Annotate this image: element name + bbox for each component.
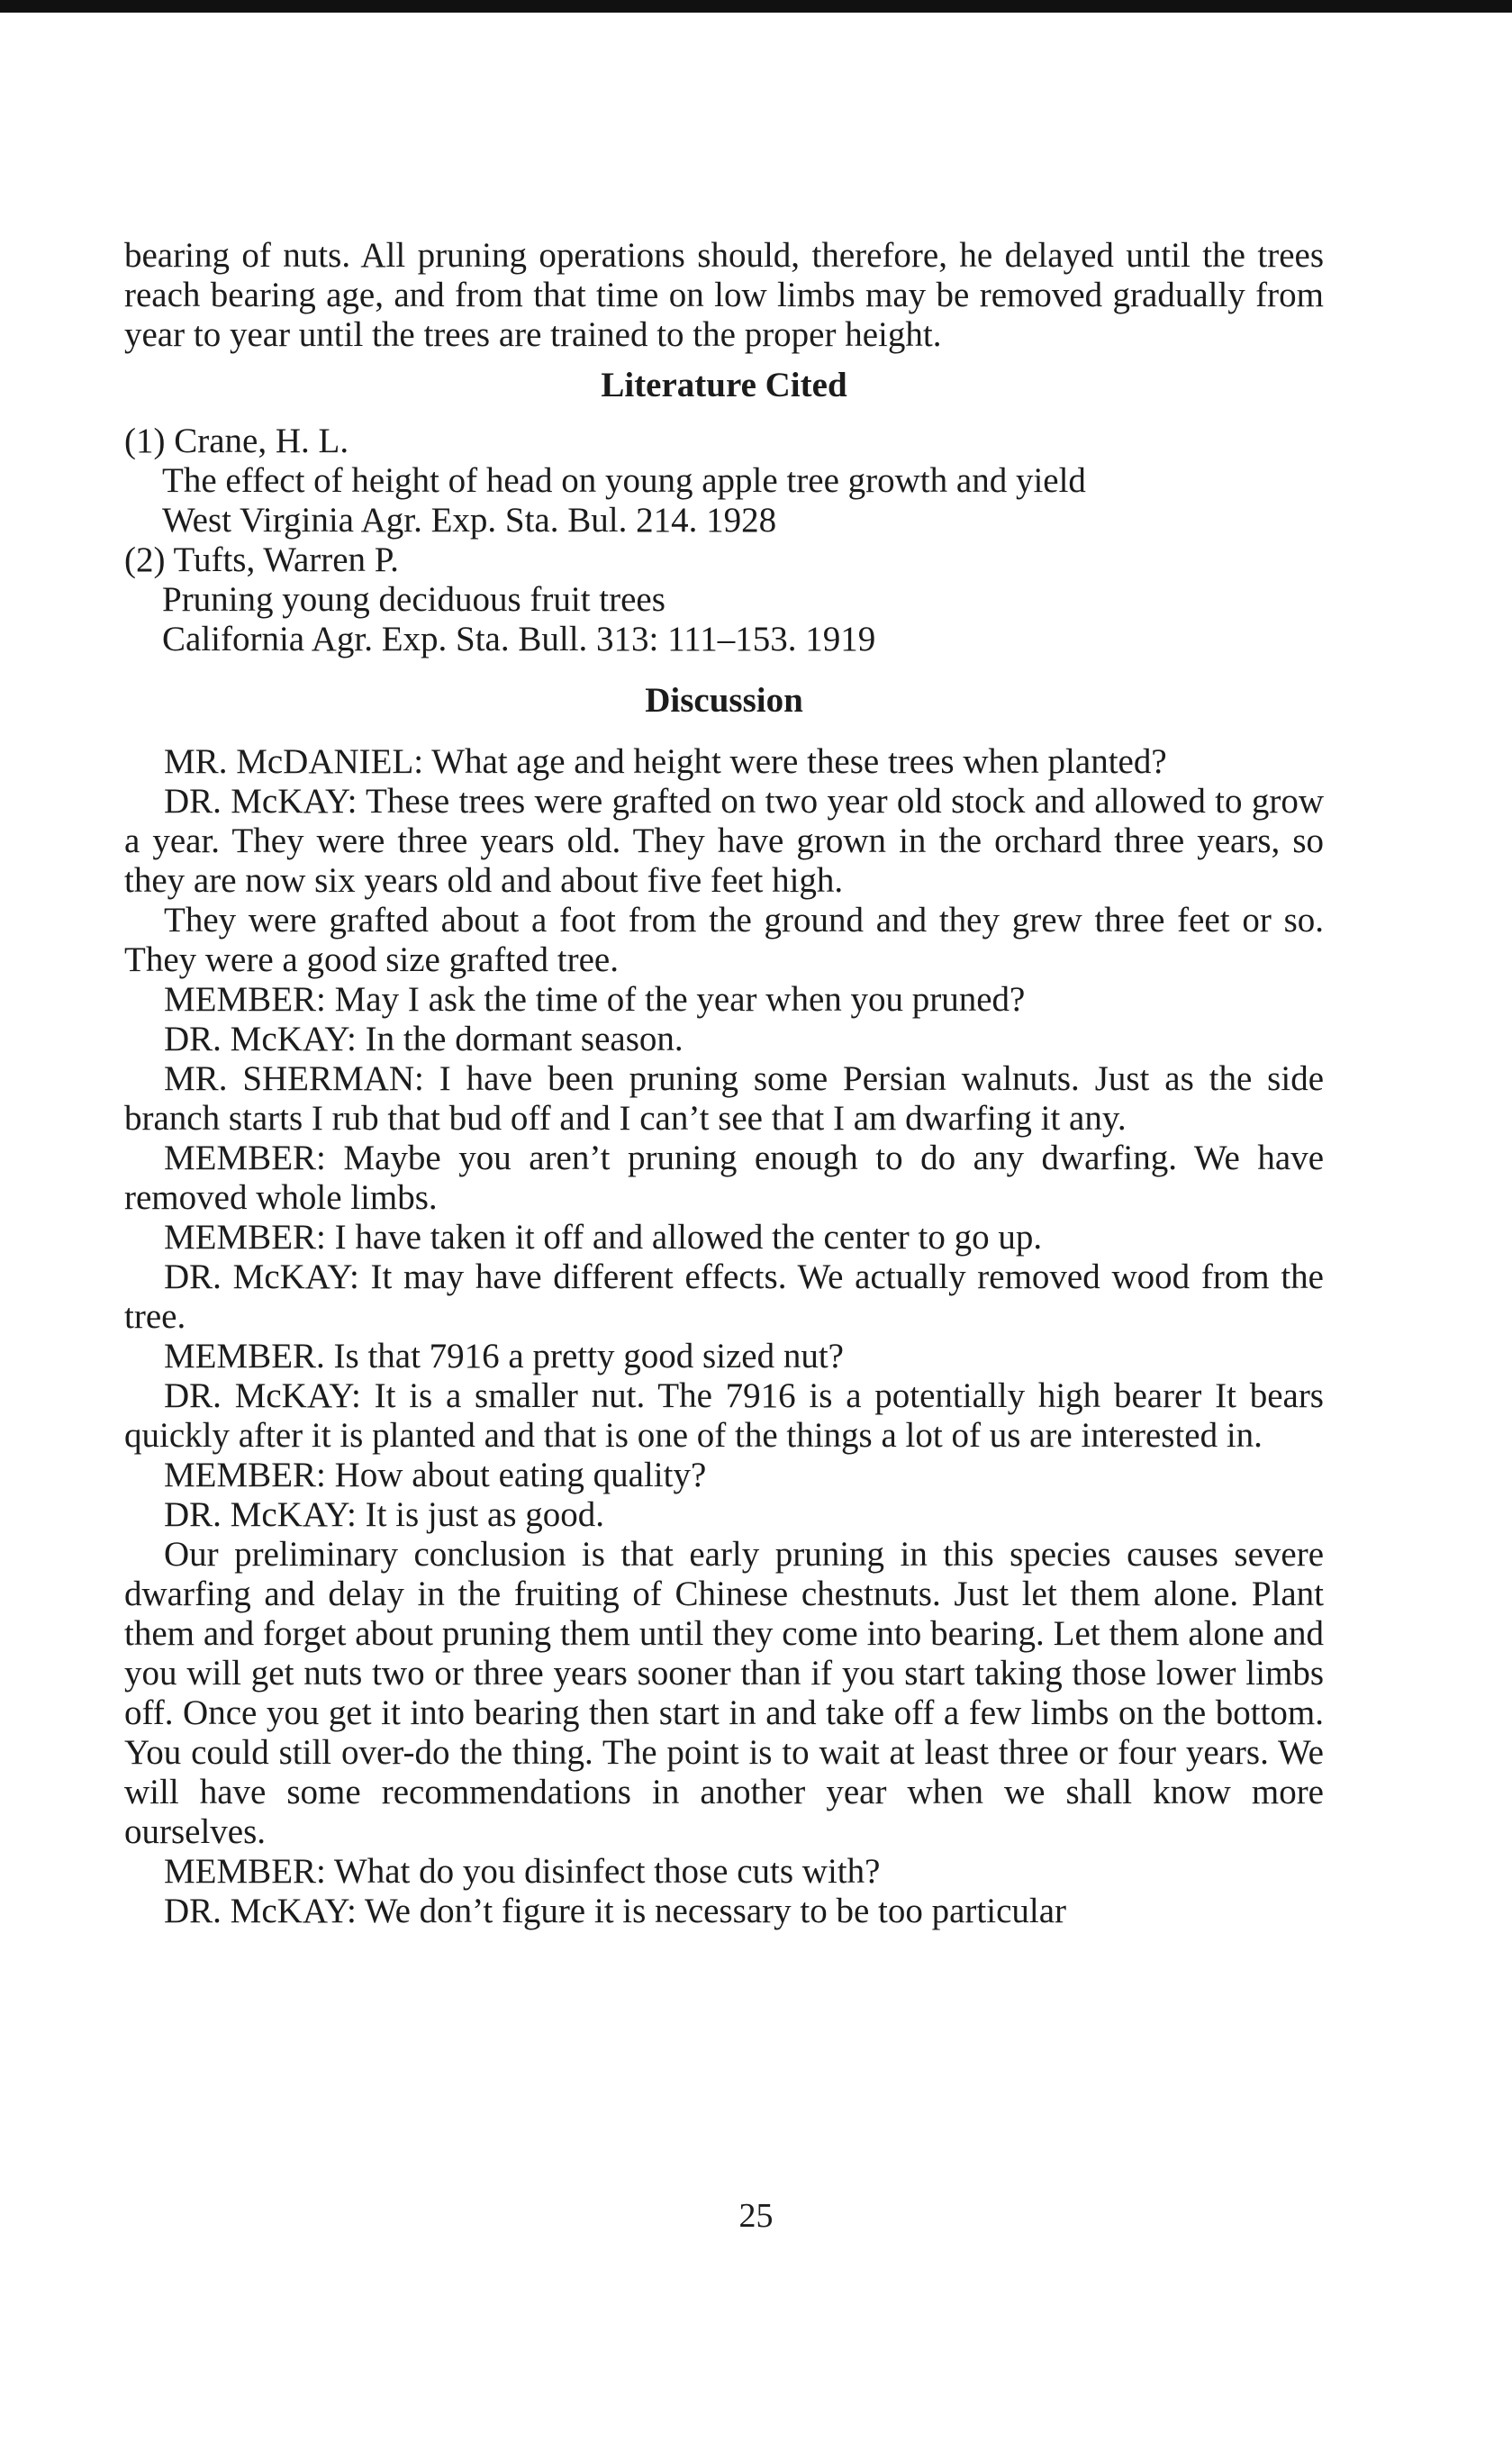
reference-author: (1) Crane, H. L. bbox=[124, 422, 349, 460]
reference-source: West Virginia Agr. Exp. Sta. Bul. 214. 1928 bbox=[162, 501, 777, 540]
page-number: 25 bbox=[738, 2197, 774, 2235]
discussion-paragraph: DR. McKAY: These trees were grafted on two year old stock and allowed to grow a year. They were three years old. They have grown in the orchard three years, so they are now six years old and about five feet high. bbox=[124, 782, 1324, 900]
discussion-paragraph: They were grafted about a foot from the ground and they grew three feet or so. They were a good size grafted tree. bbox=[124, 901, 1324, 979]
discussion-paragraph: DR. McKAY: It may have different effects. We actually removed wood from the tree. bbox=[124, 1257, 1324, 1336]
document-page bbox=[124, 236, 1324, 1931]
discussion-paragraph: DR. McKAY: In the dormant season. bbox=[164, 1020, 684, 1058]
discussion-body bbox=[124, 742, 1324, 1931]
reference-title: The effect of height of head on young apple tree growth and yield bbox=[162, 461, 1086, 500]
literature-cited-heading: Literature Cited bbox=[601, 366, 847, 404]
reference-source: California Agr. Exp. Sta. Bull. 313: 111–153. 1919 bbox=[162, 620, 876, 658]
discussion-paragraph: MEMBER: How about eating quality? bbox=[164, 1456, 707, 1494]
lead-paragraph: bearing of nuts. All pruning operations should, therefore, he delayed until the trees reach bearing age, and from that time on low limbs may be removed gradually from year to year until the trees are trained to the proper height. bbox=[124, 236, 1324, 354]
discussion-paragraph: DR. McKAY: It is a smaller nut. The 7916 is a potentially high bearer It bears quickly after it is planted and that is one of the things a lot of us are interested in. bbox=[124, 1376, 1324, 1455]
reference-item bbox=[124, 540, 1324, 659]
discussion-paragraph: DR. McKAY: We don’t figure it is necessary to be too particular bbox=[164, 1892, 1067, 1930]
reference-list bbox=[124, 422, 1324, 659]
reference-item bbox=[124, 422, 1324, 540]
discussion-paragraph: DR. McKAY: It is just as good. bbox=[164, 1495, 605, 1534]
reference-author: (2) Tufts, Warren P. bbox=[124, 540, 399, 579]
discussion-heading: Discussion bbox=[645, 681, 803, 720]
discussion-paragraph: MEMBER: What do you disinfect those cuts with? bbox=[164, 1852, 881, 1891]
reference-title: Pruning young deciduous fruit trees bbox=[162, 580, 665, 619]
discussion-paragraph: MEMBER. Is that 7916 a pretty good sized nut? bbox=[164, 1337, 844, 1375]
scan-top-border bbox=[0, 0, 1512, 13]
discussion-paragraph: MR. McDANIEL: What age and height were these trees when planted? bbox=[164, 742, 1167, 781]
discussion-paragraph: MR. SHERMAN: I have been pruning some Persian walnuts. Just as the side branch starts I rub that bud off and I can’t see that I am dwarfing it any. bbox=[124, 1059, 1324, 1138]
discussion-paragraph: Our preliminary conclusion is that early pruning in this species causes severe dwarfing and delay in the fruiting of Chinese chestnuts. Just let them alone. Plant them and forget about pruning them until they come into bearing. Let them alone and you will get nuts two or three years sooner than if you start taking those lower limbs off. Once you get it into bearing then start in and take off a few limbs on the bottom. You could still over-do the thing. The point is to wait at least three or four years. We will have some recommendations in another year when we shall know more ourselves. bbox=[124, 1535, 1324, 1851]
discussion-paragraph: MEMBER: May I ask the time of the year when you pruned? bbox=[164, 980, 1026, 1019]
discussion-paragraph: MEMBER: Maybe you aren’t pruning enough to do any dwarfing. We have removed whole limbs. bbox=[124, 1139, 1324, 1217]
discussion-paragraph: MEMBER: I have taken it off and allowed the center to go up. bbox=[164, 1218, 1043, 1257]
